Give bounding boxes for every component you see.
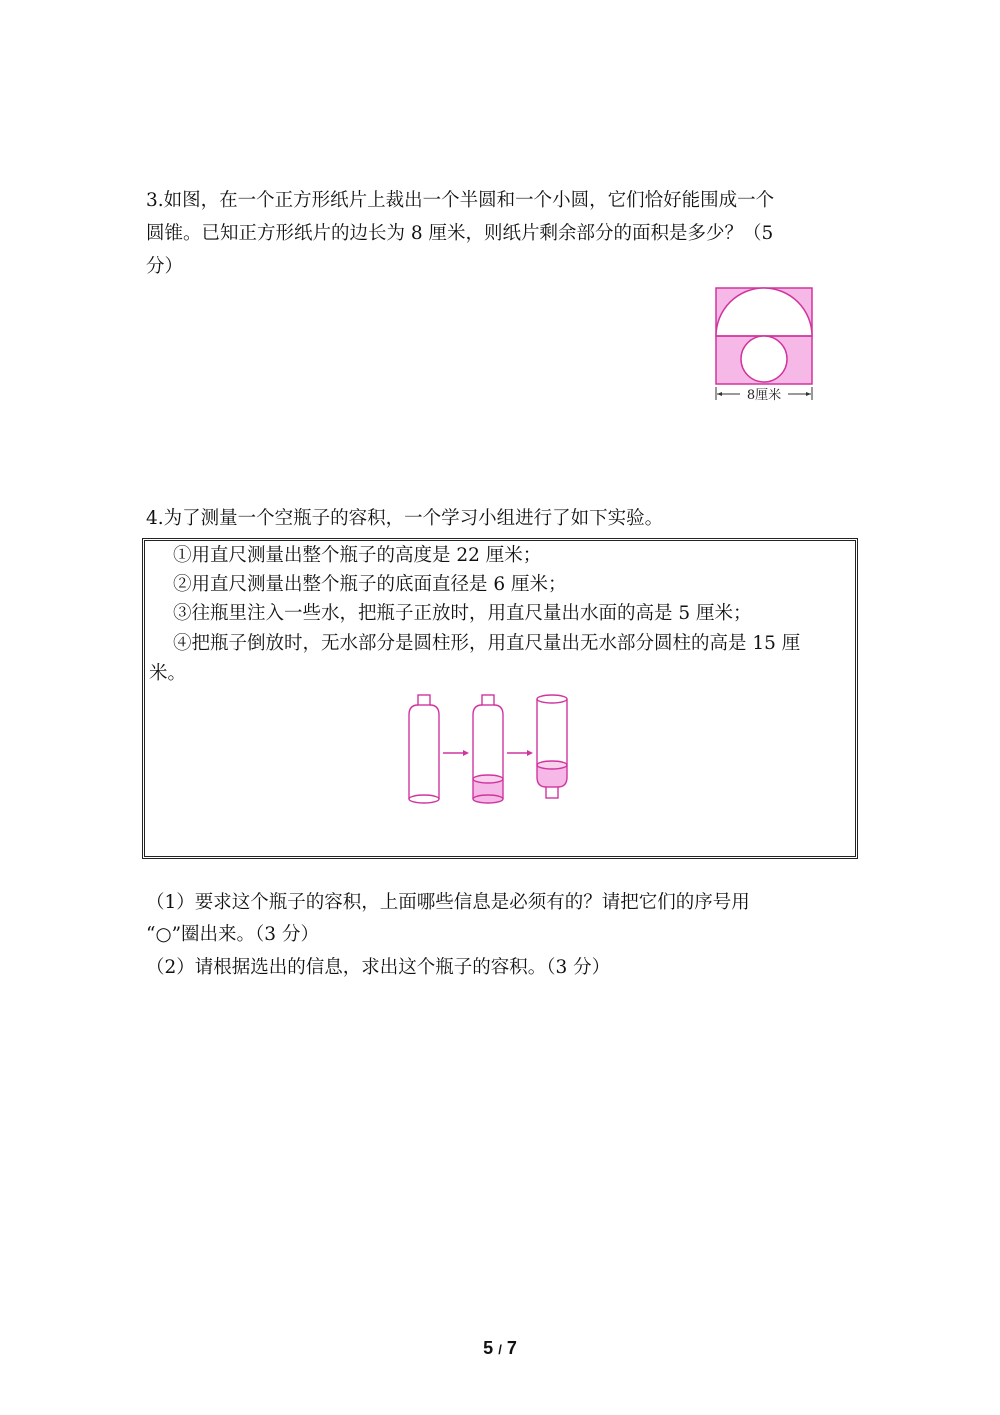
q3-dimension-label: 8厘米 xyxy=(746,388,782,403)
q4-info-box xyxy=(142,538,858,859)
q4-intro: 4.为了测量一个空瓶子的容积，一个学习小组进行了如下实验。 xyxy=(146,508,664,529)
q4-bottle-figure xyxy=(403,693,575,817)
page-current: 5 xyxy=(483,1338,494,1358)
bottle-water-inverted xyxy=(537,695,567,798)
q3-small-circle xyxy=(741,336,787,382)
q4-info-item-4-tail: 米。 xyxy=(149,663,187,684)
q4-info-item-4: ④把瓶子倒放时，无水部分是圆柱形，用直尺量出无水部分圆柱的高是 15 厘 xyxy=(173,633,801,654)
q3-dim-arrow-left xyxy=(717,392,722,396)
q3-dim-arrow-right xyxy=(806,392,811,396)
arrow-1-head xyxy=(463,750,469,756)
q4-info-item-3: ③往瓶里注入一些水，把瓶子正放时，用直尺量出水面的高是 5 厘米； xyxy=(173,603,752,624)
arrow-2-head xyxy=(527,750,533,756)
bottle3-cap xyxy=(546,787,558,798)
bottle2-cap xyxy=(482,695,494,705)
q4-sub2: （2）请根据选出的信息，求出这个瓶子的容积。（3 分） xyxy=(146,957,611,978)
bottle3-top-opening xyxy=(537,695,567,703)
page-total: 7 xyxy=(506,1338,517,1358)
page-number xyxy=(0,1336,1000,1362)
q4-sub1-line-2: “○”圈出来。（3 分） xyxy=(146,924,319,945)
bottle-water-upright xyxy=(473,695,503,803)
bottle-empty-upright xyxy=(409,695,439,803)
q3-square-figure xyxy=(708,284,820,406)
bottle1-base xyxy=(409,795,439,803)
bottle2-shoulder xyxy=(473,705,503,715)
page-separator: / xyxy=(498,1342,502,1357)
q3-text-line-1: 3.如图，在一个正方形纸片上裁出一个半圆和一个小圆，它们恰好能围成一个 xyxy=(146,190,775,211)
q3-text-line-3: 分） xyxy=(146,256,184,277)
bottle3-water-surface xyxy=(537,761,567,769)
q4-info-item-1: ①用直尺测量出整个瓶子的高度是 22 厘米； xyxy=(173,545,542,566)
bottle1-cap xyxy=(418,695,430,705)
q4-sub1-line-1: （1）要求这个瓶子的容积，上面哪些信息是必须有的？请把它们的序号用 xyxy=(146,892,750,913)
q4-info-item-2: ②用直尺测量出整个瓶子的底面直径是 6 厘米； xyxy=(173,574,567,595)
bottle1-shoulder xyxy=(409,705,439,715)
q3-text-line-2: 圆锥。已知正方形纸片的边长为 8 厘米，则纸片剩余部分的面积是多少？（5 xyxy=(146,223,774,244)
bottle2-water-bottom xyxy=(473,795,503,803)
bottle2-water-surface xyxy=(473,775,503,783)
